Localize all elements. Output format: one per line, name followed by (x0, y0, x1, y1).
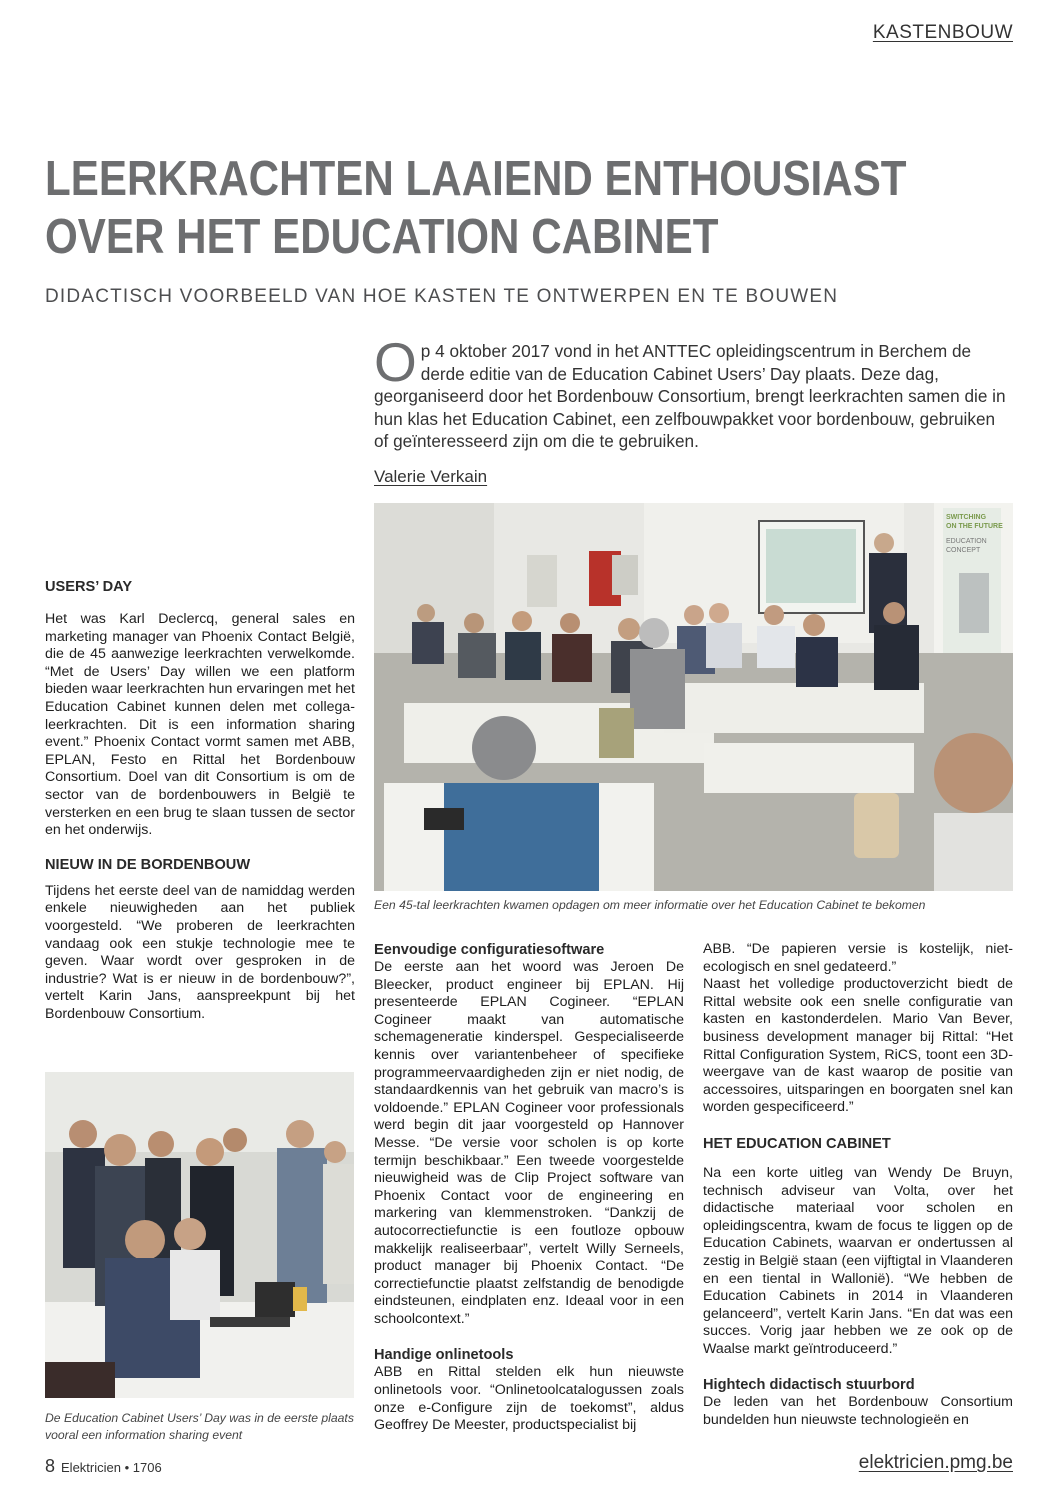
lead-paragraph (374, 331, 1014, 453)
heading-nieuw-in-de-bordenbouw: NIEUW IN DE BORDENBOUW (45, 856, 251, 873)
heading-configuratiesoftware: Eenvoudige configuratiesoftware (374, 942, 605, 958)
classroom-illustration (374, 503, 1013, 891)
meeting-illustration (45, 1072, 354, 1398)
magazine-issue: Elektricien • 1706 (61, 1460, 162, 1475)
poster-line-1: SWITCHING (946, 514, 987, 521)
footer-left (45, 1456, 162, 1477)
middle-column (374, 941, 684, 1435)
lead-text: p 4 oktober 2017 vond in het ANTTEC opleidingscentrum in Berchem de derde editie van de Education Cabinet Users’ Day plaats. Deze dag, georganiseerd door het Bordenbouw Consortium, brengt leerkrachten samen die in hun klas het Education Cabinet, een zelfbouwpakket voor bordenbouw, gebruiken of geïnteresseerd zijn om die te gebruiken. (374, 341, 1006, 452)
main-photo-caption: Een 45-tal leerkrachten kwamen opdagen om meer informatie over het Education Cabinet te bekomen (374, 898, 926, 912)
article-subtitle: DIDACTISCH VOORBEELD VAN HOE KASTEN TE ONTWERPEN EN TE BOUWEN (45, 286, 839, 307)
main-photo (374, 503, 1013, 891)
left-column (45, 578, 355, 1023)
right-column (703, 941, 1013, 1430)
paragraph-users-day: Het was Karl Declercq, general sales en marketing manager van Phoenix Contact België, die de 45 aanwezige leerkrachten verwelkomde. “Met de Users’ Day willen we een platform bieden waar leerkrachten hun ervaringen met het Education Cabinet kunnen delen met collega-leerkrachten. Dit is een information sharing event.” Phoenix Contact vormt samen met ABB, EPLAN, Festo en Rittal het Bordenbouw Consortium. Doel van dit Consortium is om de sector van de bordenbouwers in België te versterken en een brug te slaan tussen de sector en het onderwijs. (45, 611, 355, 839)
heading-users-day: USERS’ DAY (45, 579, 133, 595)
heading-onlinetools: Handige onlinetools (374, 1347, 514, 1364)
paragraph-education-cabinet: Na een korte uitleg van Wendy De Bruyn, technisch adviseur van Volta, over het didactische materiaal voor scholen en opleidingscentra, kwam de focus te liggen op de Education Cabinets, waarvan er ondertussen al zestig in België staan (een vijftigtal in Vlaanderen en een tiental in Wallonië). “We hebben de Education Cabinets in 2014 in Vlaanderen gelanceerd”, vertelt Karin Jans. “En dat was een succes. Vorig jaar hebben we ze ook op de Waalse markt geïntroduceerd.” (703, 1164, 1013, 1357)
paragraph-configuratiesoftware: De eerste aan het woord was Jeroen De Bleecker, product engineer bij EPLAN. Hij presenteerde EPLAN Cogineer. “EPLAN Cogineer maakt van automatische schemageneratie kinderspel. Gespecialiseerde kennis over variantenbeheer of specifieke programmeervaardigheden zijn er niet nodig, de standaardkennis van het gebruik van macro’s is voldoende.” EPLAN Cogineer voor professionals werd begin dit jaar voorgesteld op Hannover Messe. “De versie voor scholen is op korte termijn beschikbaar.” Een tweede voorgestelde nieuwigheid was de Clip Project software van Phoenix Contact voor de engineering en markering van klemmenstroken. “Dankzij de autocorrectiefunctie is een foutloze opbouw makkelijk realiseerbaar”, vertelt Willy Serneels, product manager bij Phoenix Contact. “De correctiefunctie plaatst zelfstandig de benodigde eindsteunen, eindplaten enz. Ideaal voor in een schoolcontext.” (374, 959, 684, 1327)
small-photo-caption: De Education Cabinet Users’ Day was in de eerste plaats vooral een information sharing event (45, 1411, 354, 1442)
article-title (45, 150, 907, 266)
heading-education-cabinet: HET EDUCATION CABINET (703, 1135, 891, 1152)
poster-line-3: EDUCATION (946, 538, 987, 545)
paragraph-rittal: Naast het volledige productoverzicht biedt de Rittal website ook een snelle configuratie van kasten en kastonderdelen. Mario Van Bever, business development manager bij Rittal: “Het Rittal Configuration System, RiCS, toont een 3D-weergave van de kast waarop de positie van accessoires, uitsparingen en boorgaten snel kan worden gespecificeerd.” (703, 976, 1013, 1116)
heading-stuurbord: Hightech didactisch stuurbord (703, 1377, 915, 1394)
website-link[interactable]: elektricien.pmg.be (858, 1452, 1013, 1473)
paragraph-onlinetools: ABB en Rittal stelden elk hun nieuwste onlinetools voor. “Onlinetoolcatalogussen zoals onze e-Configure zijn de toekomst”, aldus Geoffrey De Meester, productspecialist bij (374, 1364, 684, 1434)
poster-line-2: ON THE FUTURE (946, 523, 1003, 530)
paragraph-nieuw: Tijdens het eerste deel van de namiddag werden enkele nieuwigheden aan het publiek voorgesteld. “We proberen de leerkrachten vandaag ook een stukje technologie mee te geven. Waar wordt over gesproken in de industrie? Wat is er nieuw in de bordenbouw?”, vertelt Karin Jans, aanspreekpunt bij het Bordenbouw Consortium. (45, 882, 355, 1022)
paragraph-stuurbord: De leden van het Bordenbouw Consortium bundelden hun nieuwste technologieën en (703, 1394, 1013, 1429)
page-number: 8 (45, 1456, 56, 1476)
small-photo (45, 1072, 354, 1398)
title-line-2: OVER HET EDUCATION CABINET (45, 210, 719, 264)
section-tag: KASTENBOUW (872, 22, 1013, 43)
poster-line-4: CONCEPT (946, 547, 981, 554)
paragraph-abb-quote: ABB. “De papieren versie is kostelijk, niet-ecologisch en snel gedateerd.” (703, 941, 1013, 975)
drop-cap: O (374, 331, 417, 393)
title-line-1: LEERKRACHTEN LAAIEND ENTHOUSIAST (45, 152, 907, 206)
author-byline: Valerie Verkain (374, 467, 488, 486)
